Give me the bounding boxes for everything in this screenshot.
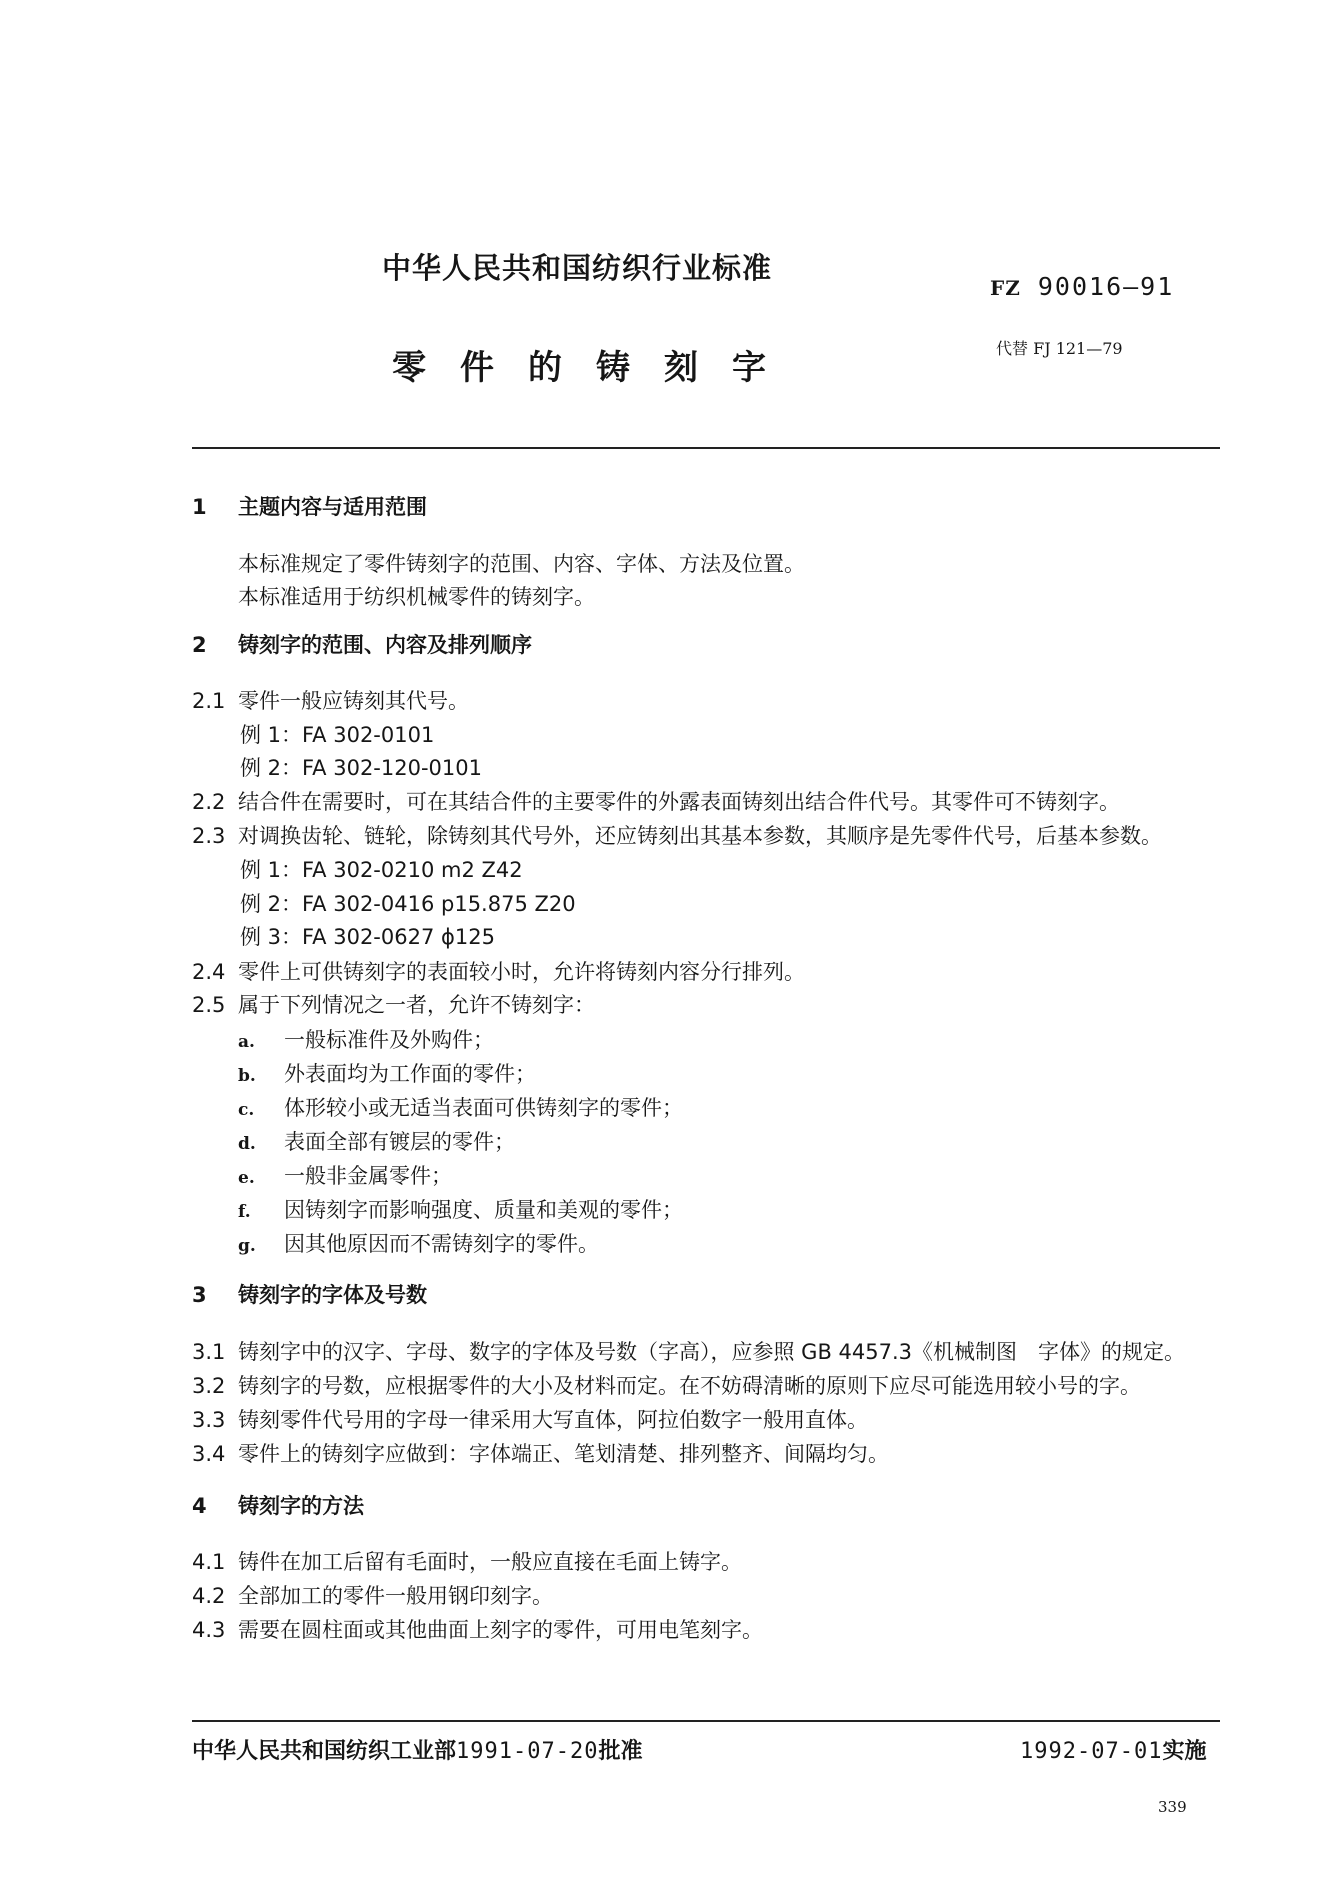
- section-1-paragraph: 本标准规定了零件铸刻字的范围、内容、字体、方法及位置。: [238, 552, 805, 576]
- section-4-heading: 4 铸刻字的方法: [192, 1494, 364, 1518]
- example-line: 例 3：FA 302-0627 ϕ125: [240, 925, 495, 949]
- clause-2-3: 2.3 对调换齿轮、链轮，除铸刻其代号外，还应铸刻出其基本参数，其顺序是先零件代号，后基本参数。: [192, 824, 1162, 848]
- clause-3-3: 3.3 铸刻零件代号用的字母一律采用大写直体，阿拉伯数字一般用直体。: [192, 1408, 868, 1432]
- approval-label: 批准: [598, 1739, 643, 1764]
- list-item: g. 因其他原因而不需铸刻字的零件。: [238, 1232, 599, 1256]
- example-line: 例 1：FA 302-0101: [240, 723, 435, 747]
- list-item: f. 因铸刻字而影响强度、质量和美观的零件；: [238, 1198, 683, 1222]
- clause-2-4: 2.4 零件上可供铸刻字的表面较小时，允许将铸刻内容分行排列。: [192, 960, 805, 984]
- example-line: 例 2：FA 302-0416 p15.875 Z20: [240, 892, 576, 916]
- clause-4-2: 4.2 全部加工的零件一般用钢印刻字。: [192, 1584, 553, 1608]
- list-item: b. 外表面均为工作面的零件；: [238, 1062, 536, 1086]
- issuer: 中华人民共和国纺织工业部: [192, 1739, 457, 1764]
- approval-line: [192, 1734, 642, 1765]
- header-divider: [192, 447, 1220, 449]
- effective-line: [1020, 1734, 1206, 1765]
- effective-date: 1992-07-01: [1020, 1739, 1163, 1764]
- list-item: a. 一般标准件及外购件；: [238, 1028, 494, 1052]
- standard-code-prefix: FZ: [990, 276, 1021, 300]
- clause-3-2: 3.2 铸刻字的号数，应根据零件的大小及材料而定。在不妨碍清晰的原则下应尽可能选用较小号的字。: [192, 1374, 1141, 1398]
- section-3-heading: 3 铸刻字的字体及号数: [192, 1283, 427, 1307]
- replaces-note: 代替 FJ 121—79: [996, 339, 1123, 358]
- list-item: e. 一般非金属零件；: [238, 1164, 452, 1188]
- example-line: 例 1：FA 302-0210 m2 Z42: [240, 858, 523, 882]
- standard-code-number: 90016—91: [1037, 272, 1175, 301]
- section-2-heading: 2 铸刻字的范围、内容及排列顺序: [192, 633, 532, 657]
- clause-2-2: 2.2 结合件在需要时，可在其结合件的主要零件的外露表面铸刻出结合件代号。其零件可不铸刻字。: [192, 790, 1120, 814]
- example-line: 例 2：FA 302-120-0101: [240, 756, 482, 780]
- standard-code: [990, 272, 1174, 301]
- list-item: d. 表面全部有镀层的零件；: [238, 1130, 515, 1154]
- clause-4-1: 4.1 铸件在加工后留有毛面时，一般应直接在毛面上铸字。: [192, 1550, 742, 1574]
- issuing-body-title: 中华人民共和国纺织行业标准: [382, 251, 773, 285]
- clause-3-1: 3.1 铸刻字中的汉字、字母、数字的字体及号数（字高），应参照 GB 4457.3《机械制图 字体》的规定。: [192, 1340, 1186, 1364]
- footer-divider: [192, 1720, 1220, 1722]
- section-1-paragraph: 本标准适用于纺织机械零件的铸刻字。: [238, 585, 595, 609]
- list-item: c. 体形较小或无适当表面可供铸刻字的零件；: [238, 1096, 683, 1120]
- clause-2-1: 2.1 零件一般应铸刻其代号。: [192, 689, 469, 713]
- effective-label: 实施: [1162, 1739, 1207, 1764]
- page-number: 339: [1158, 1798, 1187, 1816]
- document-title: 零件的铸刻字: [392, 348, 800, 388]
- clause-2-5: 2.5 属于下列情况之一者，允许不铸刻字：: [192, 993, 595, 1017]
- section-1-heading: 1 主题内容与适用范围: [192, 495, 427, 519]
- clause-3-4: 3.4 零件上的铸刻字应做到：字体端正、笔划清楚、排列整齐、间隔均匀。: [192, 1442, 889, 1466]
- clause-4-3: 4.3 需要在圆柱面或其他曲面上刻字的零件，可用电笔刻字。: [192, 1618, 763, 1642]
- approval-date: 1991-07-20: [456, 1739, 599, 1764]
